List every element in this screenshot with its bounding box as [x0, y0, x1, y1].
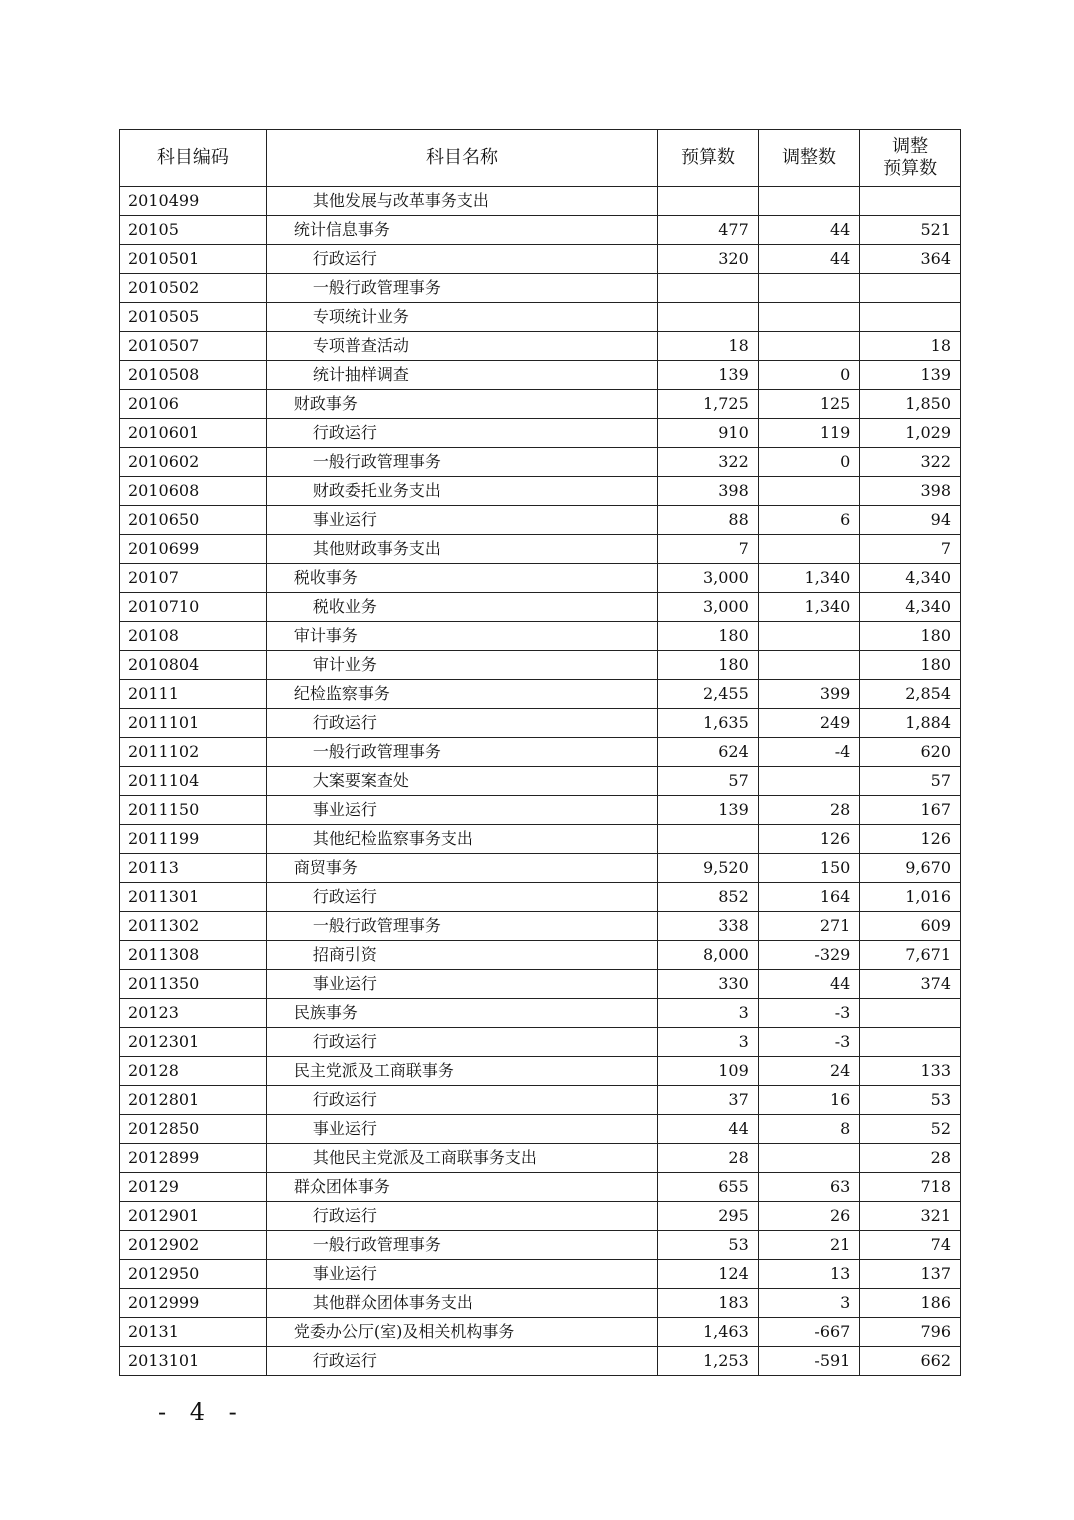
cell-adjustment: 21: [758, 1231, 860, 1260]
cell-adjustment: [758, 1144, 860, 1173]
cell-adjustment: 249: [758, 709, 860, 738]
cell-adjusted-budget: 126: [860, 825, 961, 854]
cell-name: 招商引资: [266, 941, 657, 970]
cell-name: 行政运行: [266, 1086, 657, 1115]
table-row: [120, 999, 961, 1028]
cell-adjustment: 0: [758, 448, 860, 477]
cell-budget: 139: [658, 361, 759, 390]
cell-adjustment: -667: [758, 1318, 860, 1347]
cell-name: 税收业务: [266, 593, 657, 622]
cell-adjusted-budget: 57: [860, 767, 961, 796]
cell-adjustment: [758, 535, 860, 564]
cell-budget: 320: [658, 245, 759, 274]
cell-budget: 28: [658, 1144, 759, 1173]
cell-adjustment: 271: [758, 912, 860, 941]
table-row: [120, 738, 961, 767]
cell-adjustment: -4: [758, 738, 860, 767]
cell-adjusted-budget: 4,340: [860, 564, 961, 593]
cell-adjusted-budget: 1,016: [860, 883, 961, 912]
cell-code: 20105: [120, 216, 267, 245]
table-row: [120, 912, 961, 941]
cell-code: 2012902: [120, 1231, 267, 1260]
cell-code: 20128: [120, 1057, 267, 1086]
cell-adjusted-budget: 137: [860, 1260, 961, 1289]
table-row: [120, 883, 961, 912]
cell-budget: 57: [658, 767, 759, 796]
cell-name: 一般行政管理事务: [266, 738, 657, 767]
table-row: [120, 419, 961, 448]
cell-budget: 3: [658, 999, 759, 1028]
cell-code: 2012899: [120, 1144, 267, 1173]
table-row: [120, 1260, 961, 1289]
cell-budget: 7: [658, 535, 759, 564]
cell-adjusted-budget: [860, 303, 961, 332]
cell-budget: 37: [658, 1086, 759, 1115]
cell-name: 事业运行: [266, 506, 657, 535]
table-row: [120, 622, 961, 651]
cell-budget: 1,253: [658, 1347, 759, 1376]
cell-name: 财政事务: [266, 390, 657, 419]
cell-code: 2011301: [120, 883, 267, 912]
cell-adjusted-budget: 28: [860, 1144, 961, 1173]
table-row: [120, 767, 961, 796]
cell-name: 一般行政管理事务: [266, 274, 657, 303]
cell-budget: 18: [658, 332, 759, 361]
cell-adjusted-budget: 74: [860, 1231, 961, 1260]
header-adjusted-budget: 调整 预算数: [860, 130, 961, 187]
cell-budget: 338: [658, 912, 759, 941]
cell-name: 行政运行: [266, 245, 657, 274]
cell-adjusted-budget: 718: [860, 1173, 961, 1202]
cell-adjustment: [758, 274, 860, 303]
table-row: [120, 506, 961, 535]
cell-adjusted-budget: 521: [860, 216, 961, 245]
cell-budget: 88: [658, 506, 759, 535]
cell-budget: [658, 274, 759, 303]
cell-adjustment: [758, 477, 860, 506]
cell-adjusted-budget: 7,671: [860, 941, 961, 970]
cell-name: 大案要案查处: [266, 767, 657, 796]
cell-code: 2010699: [120, 535, 267, 564]
cell-adjusted-budget: 94: [860, 506, 961, 535]
table-row: [120, 1289, 961, 1318]
cell-budget: 655: [658, 1173, 759, 1202]
cell-budget: 44: [658, 1115, 759, 1144]
cell-budget: 477: [658, 216, 759, 245]
table-row: [120, 651, 961, 680]
cell-adjusted-budget: 321: [860, 1202, 961, 1231]
table-row: [120, 1086, 961, 1115]
cell-adjustment: 119: [758, 419, 860, 448]
cell-code: 2010508: [120, 361, 267, 390]
cell-name: 事业运行: [266, 796, 657, 825]
cell-code: 2010507: [120, 332, 267, 361]
table-row: [120, 1231, 961, 1260]
cell-adjusted-budget: [860, 274, 961, 303]
cell-adjustment: 3: [758, 1289, 860, 1318]
cell-adjustment: -3: [758, 1028, 860, 1057]
cell-name: 其他纪检监察事务支出: [266, 825, 657, 854]
cell-name: 行政运行: [266, 883, 657, 912]
cell-adjusted-budget: 620: [860, 738, 961, 767]
cell-code: 2010601: [120, 419, 267, 448]
cell-adjusted-budget: 609: [860, 912, 961, 941]
cell-code: 2011101: [120, 709, 267, 738]
cell-name: 财政委托业务支出: [266, 477, 657, 506]
cell-code: 2012950: [120, 1260, 267, 1289]
cell-adjustment: 164: [758, 883, 860, 912]
table-row: [120, 970, 961, 999]
cell-adjustment: 44: [758, 970, 860, 999]
header-name: 科目名称: [266, 130, 657, 187]
cell-adjusted-budget: 53: [860, 1086, 961, 1115]
cell-budget: 2,455: [658, 680, 759, 709]
cell-adjustment: [758, 767, 860, 796]
cell-adjusted-budget: [860, 999, 961, 1028]
cell-budget: 9,520: [658, 854, 759, 883]
cell-name: 民主党派及工商联事务: [266, 1057, 657, 1086]
cell-code: 2010499: [120, 187, 267, 216]
table-row: [120, 535, 961, 564]
cell-adjusted-budget: 180: [860, 651, 961, 680]
cell-adjustment: -329: [758, 941, 860, 970]
cell-adjustment: [758, 303, 860, 332]
cell-name: 行政运行: [266, 1028, 657, 1057]
cell-code: 2010710: [120, 593, 267, 622]
page-number: - 4 -: [158, 1398, 245, 1426]
table-body: [120, 187, 961, 1376]
table-row: [120, 564, 961, 593]
cell-budget: [658, 303, 759, 332]
cell-name: 群众团体事务: [266, 1173, 657, 1202]
cell-budget: 322: [658, 448, 759, 477]
table-row: [120, 216, 961, 245]
cell-adjusted-budget: 139: [860, 361, 961, 390]
cell-adjusted-budget: 1,884: [860, 709, 961, 738]
cell-name: 其他财政事务支出: [266, 535, 657, 564]
table-row: [120, 1318, 961, 1347]
cell-adjustment: [758, 622, 860, 651]
cell-budget: 852: [658, 883, 759, 912]
cell-budget: 53: [658, 1231, 759, 1260]
cell-code: 2012801: [120, 1086, 267, 1115]
cell-budget: 330: [658, 970, 759, 999]
cell-adjustment: 13: [758, 1260, 860, 1289]
table-row: [120, 941, 961, 970]
cell-budget: [658, 825, 759, 854]
cell-name: 一般行政管理事务: [266, 1231, 657, 1260]
cell-code: 2010502: [120, 274, 267, 303]
cell-budget: 910: [658, 419, 759, 448]
cell-name: 其他发展与改革事务支出: [266, 187, 657, 216]
cell-budget: 183: [658, 1289, 759, 1318]
cell-adjusted-budget: 9,670: [860, 854, 961, 883]
table-row: [120, 1115, 961, 1144]
cell-adjusted-budget: 4,340: [860, 593, 961, 622]
cell-adjustment: 28: [758, 796, 860, 825]
cell-code: 2011350: [120, 970, 267, 999]
cell-budget: 3,000: [658, 564, 759, 593]
cell-name: 其他群众团体事务支出: [266, 1289, 657, 1318]
header-adjustment: 调整数: [758, 130, 860, 187]
cell-budget: 3,000: [658, 593, 759, 622]
cell-adjusted-budget: 1,029: [860, 419, 961, 448]
cell-code: 2011308: [120, 941, 267, 970]
cell-adjustment: 126: [758, 825, 860, 854]
cell-code: 20129: [120, 1173, 267, 1202]
cell-budget: 3: [658, 1028, 759, 1057]
cell-budget: 1,463: [658, 1318, 759, 1347]
table-row: [120, 361, 961, 390]
cell-name: 一般行政管理事务: [266, 448, 657, 477]
cell-name: 商贸事务: [266, 854, 657, 883]
cell-code: 20113: [120, 854, 267, 883]
cell-budget: 124: [658, 1260, 759, 1289]
cell-code: 2010650: [120, 506, 267, 535]
cell-adjusted-budget: 322: [860, 448, 961, 477]
cell-adjustment: 63: [758, 1173, 860, 1202]
table-row: [120, 1144, 961, 1173]
table-row: [120, 1173, 961, 1202]
cell-adjustment: 24: [758, 1057, 860, 1086]
table-row: [120, 477, 961, 506]
cell-adjustment: [758, 651, 860, 680]
cell-budget: 180: [658, 651, 759, 680]
cell-code: 2011199: [120, 825, 267, 854]
cell-code: 2012999: [120, 1289, 267, 1318]
cell-name: 统计信息事务: [266, 216, 657, 245]
cell-code: 20111: [120, 680, 267, 709]
table-row: [120, 390, 961, 419]
cell-code: 20107: [120, 564, 267, 593]
table-row: [120, 448, 961, 477]
cell-code: 2010608: [120, 477, 267, 506]
cell-code: 2012850: [120, 1115, 267, 1144]
cell-adjustment: [758, 332, 860, 361]
cell-budget: 624: [658, 738, 759, 767]
table-row: [120, 709, 961, 738]
cell-budget: 8,000: [658, 941, 759, 970]
cell-name: 其他民主党派及工商联事务支出: [266, 1144, 657, 1173]
cell-code: 2012301: [120, 1028, 267, 1057]
cell-adjustment: 1,340: [758, 593, 860, 622]
cell-adjusted-budget: 2,854: [860, 680, 961, 709]
cell-code: 2012901: [120, 1202, 267, 1231]
cell-budget: 1,635: [658, 709, 759, 738]
cell-adjusted-budget: 662: [860, 1347, 961, 1376]
cell-budget: 398: [658, 477, 759, 506]
cell-name: 党委办公厅(室)及相关机构事务: [266, 1318, 657, 1347]
cell-name: 一般行政管理事务: [266, 912, 657, 941]
table-header-row: [120, 130, 961, 187]
cell-code: 20131: [120, 1318, 267, 1347]
cell-adjustment: 150: [758, 854, 860, 883]
cell-budget: 109: [658, 1057, 759, 1086]
cell-code: 20123: [120, 999, 267, 1028]
cell-adjustment: 44: [758, 216, 860, 245]
header-code: 科目编码: [120, 130, 267, 187]
cell-code: 2011302: [120, 912, 267, 941]
cell-name: 事业运行: [266, 1115, 657, 1144]
cell-adjustment: [758, 187, 860, 216]
header-budget: 预算数: [658, 130, 759, 187]
cell-adjustment: 8: [758, 1115, 860, 1144]
cell-budget: 1,725: [658, 390, 759, 419]
table-row: [120, 854, 961, 883]
cell-name: 事业运行: [266, 1260, 657, 1289]
cell-adjustment: 16: [758, 1086, 860, 1115]
cell-adjusted-budget: [860, 187, 961, 216]
cell-code: 2011102: [120, 738, 267, 767]
cell-adjustment: -591: [758, 1347, 860, 1376]
cell-adjustment: 26: [758, 1202, 860, 1231]
cell-code: 20108: [120, 622, 267, 651]
cell-name: 专项统计业务: [266, 303, 657, 332]
cell-adjustment: 0: [758, 361, 860, 390]
table-row: [120, 593, 961, 622]
cell-name: 行政运行: [266, 1347, 657, 1376]
cell-code: 2010505: [120, 303, 267, 332]
cell-name: 行政运行: [266, 1202, 657, 1231]
cell-name: 统计抽样调查: [266, 361, 657, 390]
cell-adjustment: 6: [758, 506, 860, 535]
cell-name: 纪检监察事务: [266, 680, 657, 709]
budget-table: [119, 129, 961, 1376]
table-row: [120, 303, 961, 332]
table-row: [120, 1202, 961, 1231]
cell-adjusted-budget: 374: [860, 970, 961, 999]
table-row: [120, 1028, 961, 1057]
cell-adjustment: 399: [758, 680, 860, 709]
cell-name: 行政运行: [266, 709, 657, 738]
cell-adjustment: 1,340: [758, 564, 860, 593]
cell-budget: 139: [658, 796, 759, 825]
cell-name: 审计业务: [266, 651, 657, 680]
cell-adjusted-budget: 364: [860, 245, 961, 274]
cell-budget: [658, 187, 759, 216]
cell-adjusted-budget: 18: [860, 332, 961, 361]
cell-code: 20106: [120, 390, 267, 419]
table-row: [120, 245, 961, 274]
cell-adjusted-budget: 133: [860, 1057, 961, 1086]
cell-adjusted-budget: 796: [860, 1318, 961, 1347]
table-row: [120, 332, 961, 361]
cell-code: 2011104: [120, 767, 267, 796]
cell-adjusted-budget: [860, 1028, 961, 1057]
table-row: [120, 274, 961, 303]
table-row: [120, 1057, 961, 1086]
cell-name: 事业运行: [266, 970, 657, 999]
cell-adjusted-budget: 1,850: [860, 390, 961, 419]
table-row: [120, 825, 961, 854]
cell-adjusted-budget: 167: [860, 796, 961, 825]
cell-budget: 180: [658, 622, 759, 651]
table-row: [120, 796, 961, 825]
cell-name: 民族事务: [266, 999, 657, 1028]
cell-budget: 295: [658, 1202, 759, 1231]
cell-name: 审计事务: [266, 622, 657, 651]
cell-name: 税收事务: [266, 564, 657, 593]
cell-adjusted-budget: 398: [860, 477, 961, 506]
cell-adjusted-budget: 180: [860, 622, 961, 651]
table-row: [120, 1347, 961, 1376]
cell-adjusted-budget: 52: [860, 1115, 961, 1144]
cell-adjustment: -3: [758, 999, 860, 1028]
cell-adjusted-budget: 186: [860, 1289, 961, 1318]
table-row: [120, 187, 961, 216]
cell-code: 2013101: [120, 1347, 267, 1376]
cell-code: 2010602: [120, 448, 267, 477]
cell-adjustment: 44: [758, 245, 860, 274]
cell-name: 专项普查活动: [266, 332, 657, 361]
cell-code: 2010804: [120, 651, 267, 680]
cell-adjustment: 125: [758, 390, 860, 419]
cell-adjusted-budget: 7: [860, 535, 961, 564]
cell-name: 行政运行: [266, 419, 657, 448]
table-row: [120, 680, 961, 709]
cell-code: 2010501: [120, 245, 267, 274]
cell-code: 2011150: [120, 796, 267, 825]
